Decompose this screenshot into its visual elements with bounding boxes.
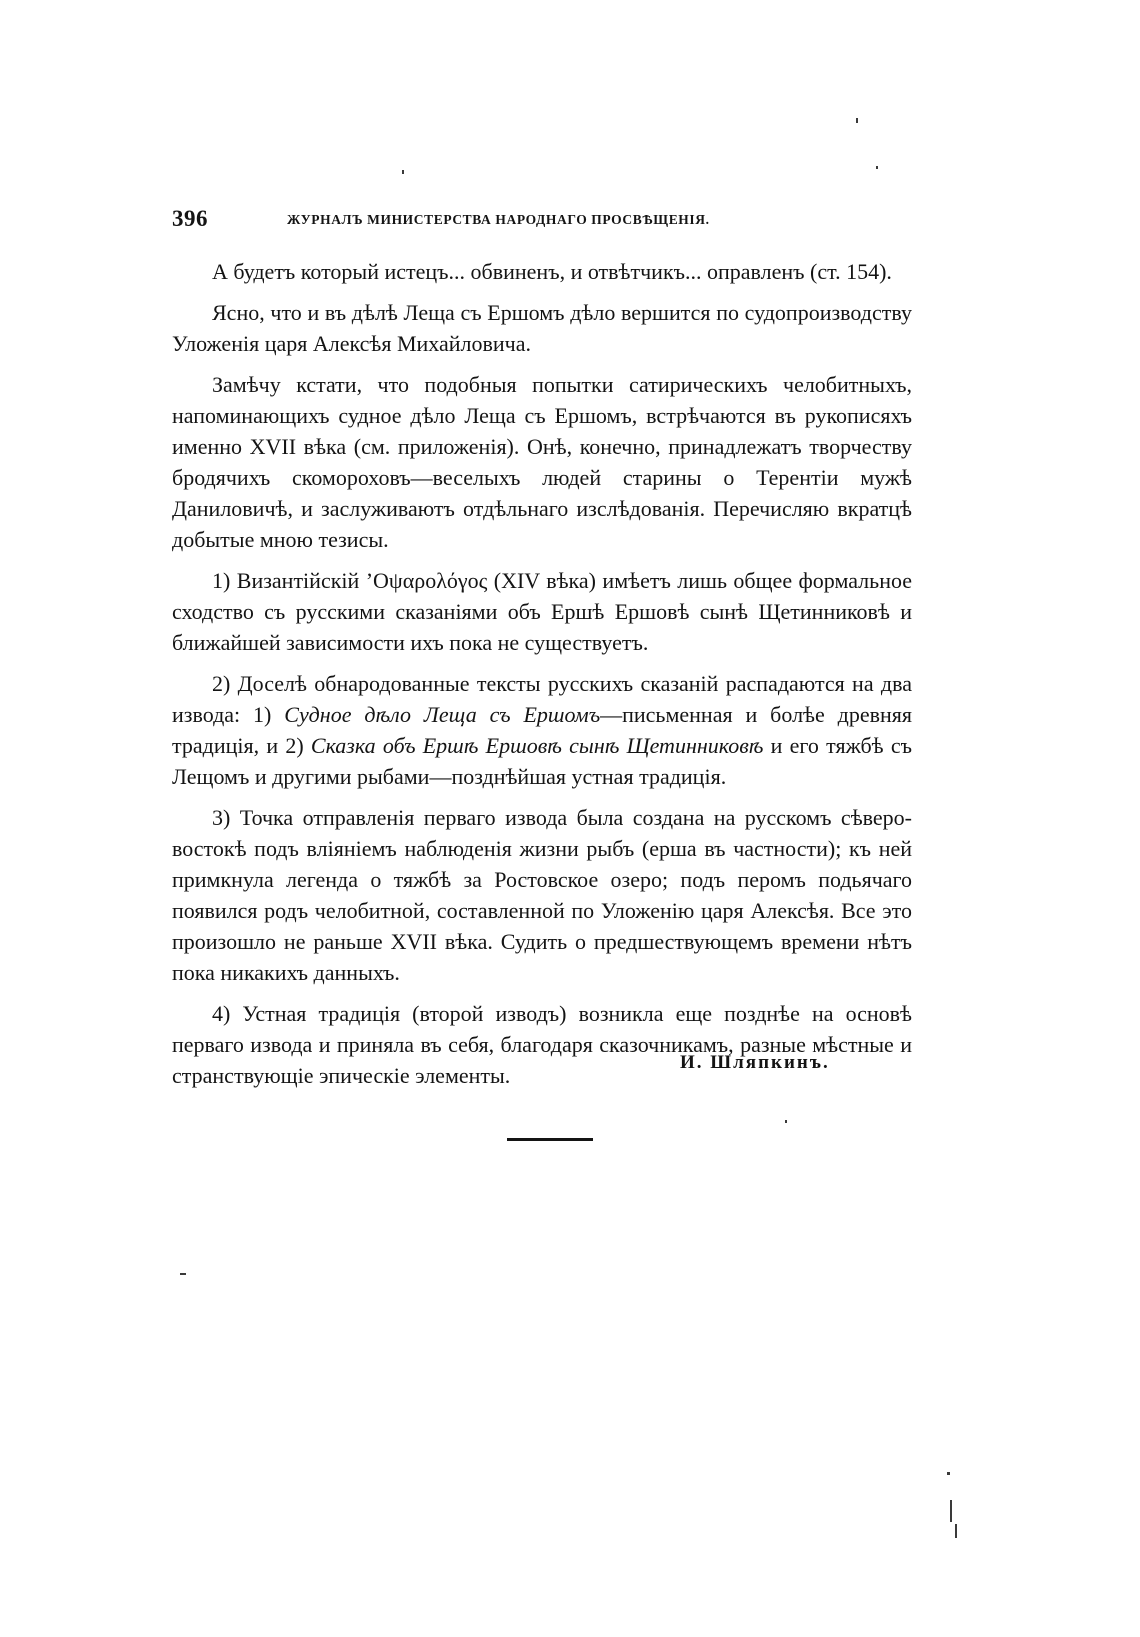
paragraph-conclusion: Ясно, что и въ дѣлѣ Леща съ Ершомъ дѣло вершится по судопроизводству Уложенія царя Алексѣя Михайловича. bbox=[172, 300, 912, 356]
paragraph-thesis-1: 1) Византійскій ’Οψαρολόγος (XIV вѣка) имѣетъ лишь общее формальное сходство съ русскими сказаніями объ Ершѣ Ершовѣ сынѣ Щетинниковѣ и ближайшей зависимости ихъ пока не существуетъ. bbox=[172, 568, 912, 655]
body-text bbox=[172, 256, 912, 1101]
author-signature: И. Шляпкинъ. bbox=[680, 1052, 830, 1073]
scan-speck bbox=[180, 1273, 186, 1275]
scan-speck bbox=[876, 166, 878, 169]
scan-speck bbox=[955, 1524, 957, 1538]
end-rule bbox=[507, 1138, 593, 1141]
paragraph-remark: Замѣчу кстати, что подобныя попытки сатирическихъ челобитныхъ, напоминающихъ судное дѣло Леща съ Ершомъ, встрѣчаются въ рукописяхъ именно XVII вѣка (см. приложенія). Онѣ, конечно, принадлежатъ творчеству бродячихъ скомороховъ—веселыхъ людей старины о Терентіи мужѣ Даниловичѣ, и заслуживаютъ отдѣльнаго изслѣдованія. Перечисляю вкратцѣ добытые мною тезисы. bbox=[172, 372, 912, 552]
thesis-2-text-middle: —письменная и болѣе древняя традиція, и 2) bbox=[172, 702, 913, 758]
scan-speck bbox=[856, 118, 858, 123]
scan-speck bbox=[947, 1472, 950, 1475]
thesis-2-text-start: 2) Доселѣ обнародованные тексты русскихъ сказаній распадаются на два извода: 1) bbox=[172, 671, 912, 727]
paragraph-thesis-3: 3) Точка отправленія перваго извода была создана на русскомъ сѣверо-востокѣ подъ вліяніемъ наблюденія жизни рыбъ (ерша въ частности); къ ней примкнула легенда о тяжбѣ за Ростовское озеро; подъ перомъ подьячаго появился родъ челобитной, составленной по Уложенію царя Алексѣя. Все это произошло не раньше XVII вѣка. Судить о предшествующемъ времени нѣтъ пока никакихъ данныхъ. bbox=[172, 805, 912, 985]
page-number: 396 bbox=[172, 206, 208, 231]
thesis-2-title-second: Сказка объ Ершѣ Ершовѣ сынѣ Щетинниковѣ bbox=[310, 733, 764, 758]
thesis-2-text-end: и его тяжбѣ съ Лещомъ и другими рыбами—позднѣйшая устная традиція. bbox=[172, 733, 912, 789]
scan-speck bbox=[402, 170, 404, 174]
scan-speck bbox=[950, 1500, 952, 1522]
paragraph-quote: А будетъ который истецъ... обвиненъ, и отвѣтчикъ... оправленъ (ст. 154). bbox=[212, 259, 892, 284]
paragraph-thesis-4: 4) Устная традиція (второй изводъ) возникла еще позднѣе на основѣ перваго извода и приняла въ себя, благодаря сказочникамъ, разные мѣстные и странствующіе эпическіе элементы. bbox=[172, 1001, 912, 1088]
running-title: ЖУРНАЛЪ МИНИСТЕРСТВА НАРОДНАГО ПРОСВѢЩЕНІЯ. bbox=[287, 212, 710, 227]
thesis-2-title-first: Судное дѣло Леща съ Ершомъ bbox=[284, 702, 601, 727]
scan-speck bbox=[785, 1120, 787, 1123]
paragraph-thesis-2 bbox=[172, 668, 912, 792]
page-header bbox=[172, 206, 912, 236]
